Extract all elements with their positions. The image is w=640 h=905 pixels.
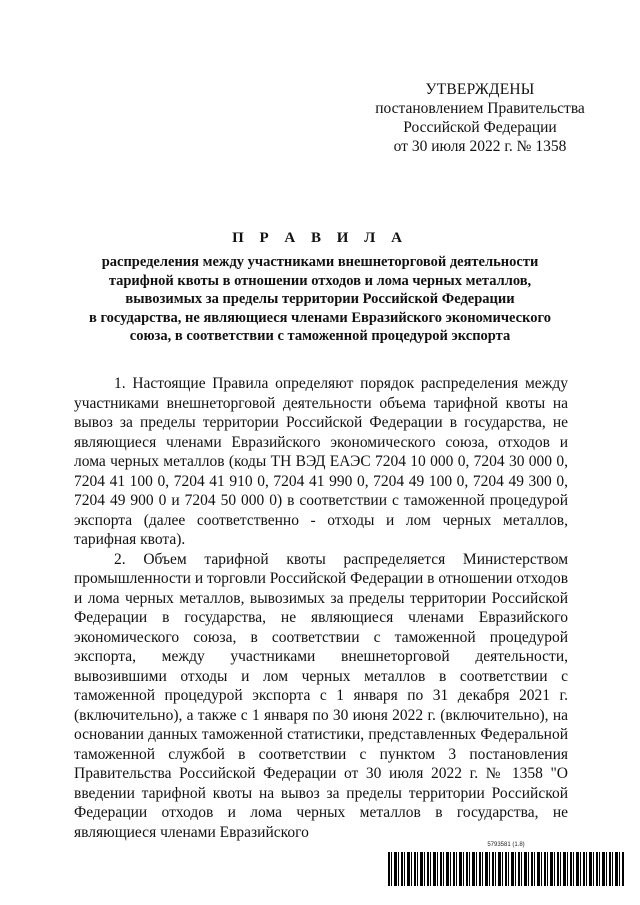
- approval-line-decree: постановлением Правительства: [375, 100, 585, 117]
- barcode: [388, 842, 624, 886]
- subtitle-line: союза, в соответствии с таможенной процедурой экспорта: [129, 328, 511, 344]
- subtitle-line: в государства, не являющиеся членами Евразийского экономического: [89, 309, 551, 326]
- paragraph-2: 2. Объем тарифной квоты распределяется Министерством промышленности и торговли Российской Федерации в отношении отходов и лома черных металлов, вывозимых за пределы территории Российской Федерации в государства, не являющиеся членами Евразийского экономического союза, в соответствии с таможенной процедурой экспорта, между участниками внешнеторговой деятельности, вывозившими отходы и лом черных металлов в соответствии с таможенной процедурой экспорта с 1 января по 31 декабря 2021 г. (включительно), а также с 1 января по 30 июня 2022 г. (включительно), на основании данных таможенной статистики, представленных Федеральной таможенной службой в соответствии с пунктом 3 постановления Правительства Российской Федерации от 30 июля 2022 г. № 1358 "О введении тарифной квоты на вывоз за пределы территории Российской Федерации отходов и лома черных металлов в государства, не являющиеся членами Евразийского: [74, 550, 569, 841]
- approval-line-date: от 30 июля 2022 г. № 1358: [393, 138, 567, 155]
- approval-heading: УТВЕРЖДЕНЫ: [425, 81, 535, 98]
- subtitle-line: вывозимых за пределы территории Российской Федерации: [125, 291, 515, 307]
- barcode-bars: [388, 852, 624, 886]
- subtitle-line: тарифной квоты в отношении отходов и лома черных металлов,: [108, 272, 532, 289]
- document-title: [60, 230, 580, 346]
- approval-block: [320, 80, 640, 156]
- approval-line-country: Российской Федерации: [403, 119, 557, 136]
- document-body: [74, 374, 568, 842]
- paragraph-1: 1. Настоящие Правила определяют порядок распределения между участниками внешнеторговой деятельности объема тарифной квоты на вывоз за пределы территории Российской Федерации в государства, не являющиеся членами Евразийского экономического союза, отходов и лома черных металлов (коды ТН ВЭД ЕАЭС 7204 10 000 0, 7204 30 000 0, 7204 41 100 0, 7204 41 910 0, 7204 41 990 0, 7204 49 100 0, 7204 49 300 0, 7204 49 900 0 и 7204 50 000 0) в соответствии с таможенной процедурой экспорта (далее соответственно - отходы и лом черных металлов, тарифная квота).: [74, 375, 568, 548]
- title-heading: П Р А В И Л А: [232, 230, 408, 246]
- barcode-code: 5793581 (1.8): [487, 842, 525, 848]
- subtitle-line: распределения между участниками внешнеторговой деятельности: [101, 254, 539, 270]
- title-subtitle: [60, 253, 580, 346]
